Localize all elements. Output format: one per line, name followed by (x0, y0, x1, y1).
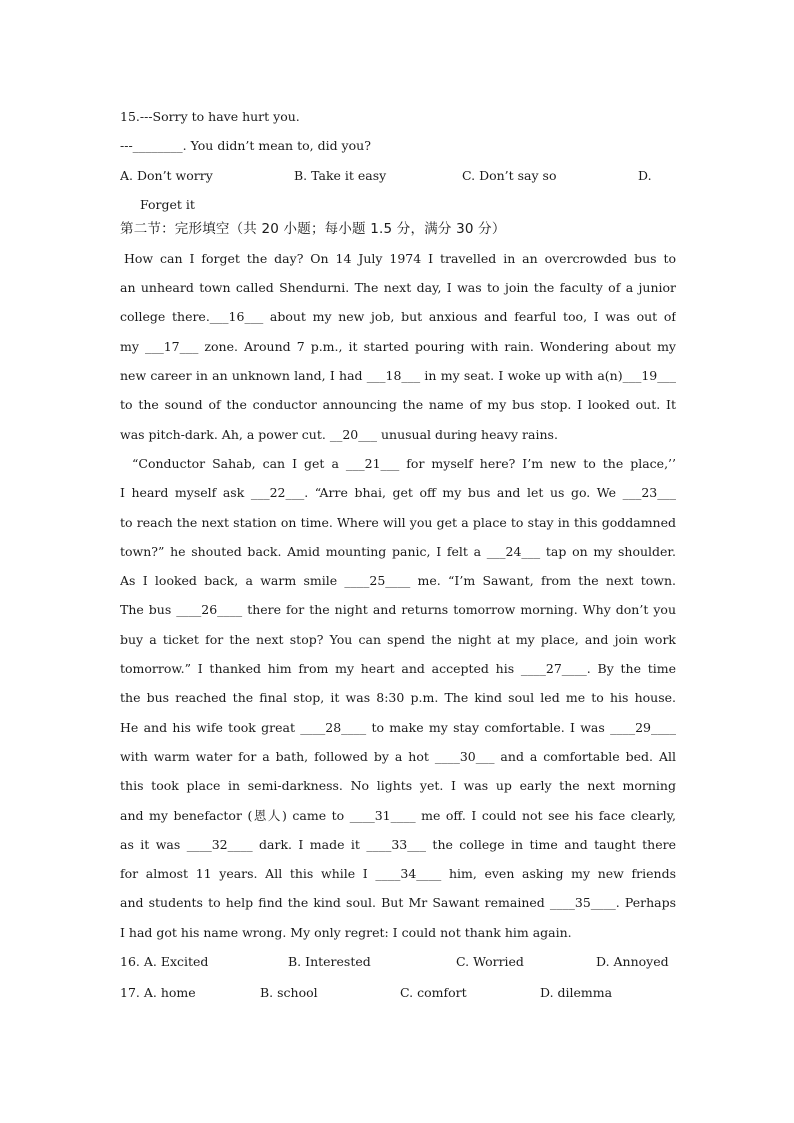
passage-line: my ___17___ zone. Around 7 p.m., it started pouring with rain. Wondering about my (120, 338, 676, 354)
section-title: 第二节：完形填空（共 20 小题；每小题 1.5 分，满分 30 分） (120, 220, 506, 237)
q16-option-b: B. Interested (288, 954, 371, 970)
passage-line: I had got his name wrong. My only regret: I could not thank him again. (120, 924, 572, 940)
passage-line: How can I forget the day? On 14 July 1974 I travelled in an overcrowded bus to (124, 250, 676, 266)
q17-options (120, 982, 676, 1011)
passage-line: and my benefactor (恩人) came to ____31____ me off. I could not see his face clearly, (120, 807, 676, 823)
q15-option-d-text: Forget it (140, 196, 195, 212)
q15-reply: ---________. You didn’t mean to, did you? (120, 138, 371, 154)
passage-line: I heard myself ask ___22___. “Arre bhai, get off my bus and let us go. We ___23___ (120, 485, 676, 501)
q17-option-b: B. school (260, 985, 318, 1001)
q15-prompt: 15.---Sorry to have hurt you. (120, 109, 300, 124)
cloze-passage (120, 248, 676, 951)
passage-line: with warm water for a bath, followed by a hot ____30___ and a comfortable bed. All (120, 748, 676, 764)
q17-option-c: C. comfort (400, 985, 467, 1001)
passage-line: as it was ____32____ dark. I made it ____33___ the college in time and taught there (120, 836, 676, 852)
passage-line: new career in an unknown land, I had ___18___ in my seat. I woke up with a(n)___19___ (120, 368, 676, 384)
passage-line: As I looked back, a warm smile ____25____ me. “I’m Sawant, from the next town. (120, 573, 676, 589)
q15-option-b: B. Take it easy (294, 167, 387, 183)
passage-line: this took place in semi-darkness. No lights yet. I was up early the next morning (120, 778, 676, 794)
passage-line: to reach the next station on time. Where will you get a place to stay in this goddamned (120, 514, 676, 530)
q16-options (120, 951, 676, 982)
passage-line: “Conductor Sahab, can I get a ___21___ for myself here? I’m new to the place,’’ (132, 455, 676, 471)
passage-line: and students to help find the kind soul. But Mr Sawant remained ____35____. Perhaps (120, 895, 676, 911)
passage-line: He and his wife took great ____28____ to make my stay comfortable. I was ____29____ (120, 719, 676, 735)
q15-option-c: C. Don’t say so (462, 167, 557, 183)
passage-line: was pitch-dark. Ah, a power cut. __20___ unusual during heavy rains. (120, 426, 558, 442)
q16-option-a: 16. A. Excited (120, 954, 209, 970)
passage-line: buy a ticket for the next stop? You can spend the night at my place, and join work (120, 631, 676, 647)
passage-line: an unheard town called Shendurni. The next day, I was to join the faculty of a junior (120, 280, 676, 296)
passage-line: to the sound of the conductor announcing the name of my bus stop. I looked out. It (120, 397, 676, 413)
q15-option-a: A. Don’t worry (120, 167, 213, 183)
q15-option-d: D. (638, 167, 652, 183)
passage-line: college there.___16___ about my new job, but anxious and fearful too, I was out of (120, 309, 676, 325)
passage-line: The bus ____26____ there for the night and returns tomorrow morning. Why don’t you (120, 602, 676, 618)
passage-line: town?” he shouted back. Amid mounting panic, I felt a ___24___ tap on my shoulder. (120, 543, 676, 559)
passage-line: for almost 11 years. All this while I ____34____ him, even asking my new friends (120, 866, 676, 882)
exam-page (120, 106, 676, 1011)
q17-option-d: D. dilemma (540, 985, 613, 1001)
passage-line: tomorrow.” I thanked him from my heart and accepted his ____27____. By the time (120, 661, 676, 677)
q17-option-a: 17. A. home (120, 985, 196, 1001)
q15-options (120, 165, 676, 194)
q16-option-c: C. Worried (456, 954, 524, 970)
passage-line: the bus reached the final stop, it was 8:30 p.m. The kind soul led me to his house. (120, 690, 676, 706)
q16-option-d: D. Annoyed (596, 954, 669, 970)
